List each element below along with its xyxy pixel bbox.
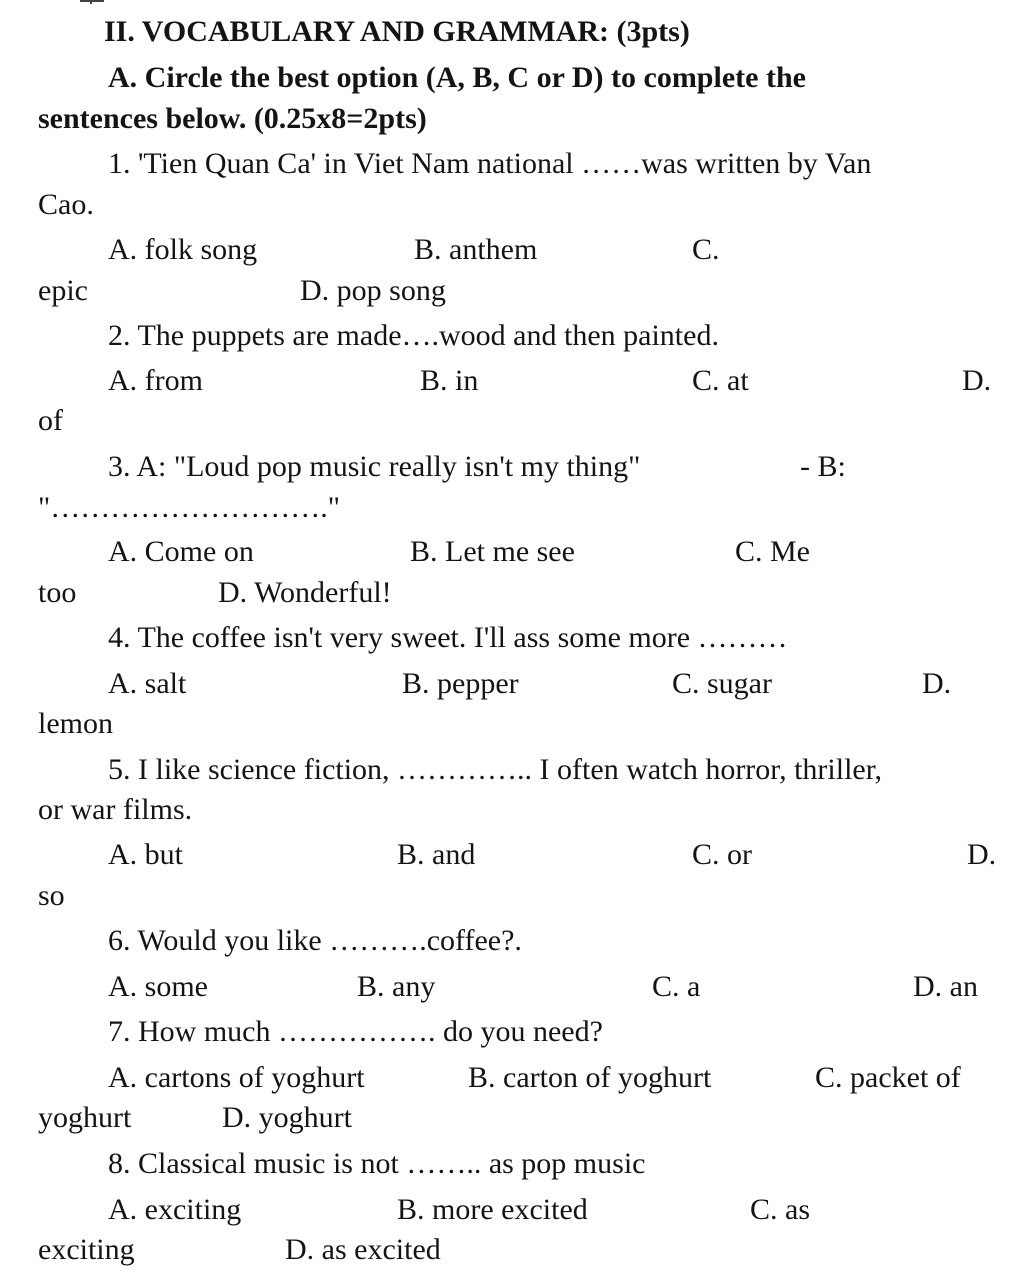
question-5-option-c: C. or (692, 838, 752, 871)
question-7-option-d: D. yoghurt (222, 1101, 352, 1134)
question-2-option-a: A. from (108, 364, 203, 397)
question-8-stem: 8. Classical music is not …….. as pop music (108, 1147, 646, 1180)
question-4-option-c: C. sugar (672, 667, 772, 700)
section-title: II. VOCABULARY AND GRAMMAR: (3pts) (104, 15, 690, 48)
question-3-option-b: B. Let me see (410, 535, 575, 568)
question-4-option-b: B. pepper (402, 667, 519, 700)
question-8-option-c: C. as (750, 1193, 810, 1226)
question-3-stem: 3. A: "Loud pop music really isn't my thing" (108, 450, 641, 483)
question-1-stem: 1. 'Tien Quan Ca' in Viet Nam national ……was written by Van (108, 147, 872, 180)
question-5-option-d: D. (967, 838, 997, 871)
question-8-option-b: B. more excited (397, 1193, 588, 1226)
question-5-stem-cont: or war films. (38, 793, 193, 826)
question-1-option-d: D. pop song (300, 274, 446, 307)
question-6-option-b: B. any (357, 970, 436, 1003)
question-2-option-d-cont: of (38, 404, 63, 437)
question-3-option-a: A. Come on (108, 535, 254, 568)
question-6-option-c: C. a (652, 970, 701, 1003)
question-8-option-a: A. exciting (108, 1193, 242, 1226)
question-1-option-c-cont: epic (38, 274, 88, 307)
question-1-option-b: B. anthem (414, 233, 538, 266)
question-1-option-a: A. folk song (108, 233, 258, 266)
question-5-option-d-cont: so (38, 879, 65, 912)
part-a-instruction-line2: sentences below. (0.25x8=2pts) (38, 102, 427, 135)
question-4-option-a: A. salt (108, 667, 187, 700)
question-4-option-d: D. (922, 667, 952, 700)
question-5-option-a: A. but (108, 838, 183, 871)
question-3-option-c: C. Me (735, 535, 810, 568)
question-7-option-a: A. cartons of yoghurt (108, 1061, 365, 1094)
question-7-option-c: C. packet of (815, 1061, 961, 1094)
question-3-stem-b: - B: (800, 450, 846, 483)
question-1-stem-cont: Cao. (38, 188, 94, 221)
question-6-option-d: D. an (913, 970, 978, 1003)
question-3-option-c-cont: too (38, 576, 77, 609)
question-8-option-c-cont: exciting (38, 1233, 135, 1266)
question-7-option-b: B. carton of yoghurt (468, 1061, 712, 1094)
question-6-stem: 6. Would you like ……….coffee?. (108, 924, 522, 957)
question-7-stem: 7. How much ……………. do you need? (108, 1015, 603, 1048)
question-1-option-c: C. (692, 233, 720, 266)
part-a-instruction-line1: A. Circle the best option (A, B, C or D) to complete the (108, 61, 806, 94)
question-8-option-d: D. as excited (285, 1233, 441, 1266)
question-3-blank: "………………………." (38, 491, 340, 524)
question-2-stem: 2. The puppets are made….wood and then painted. (108, 319, 719, 352)
question-7-option-c-cont: yoghurt (38, 1101, 132, 1134)
scan-mark (90, 0, 92, 4)
question-6-option-a: A. some (108, 970, 208, 1003)
question-4-stem: 4. The coffee isn't very sweet. I'll ass some more ……… (108, 621, 788, 654)
question-2-option-b: B. in (420, 364, 479, 397)
question-4-option-d-cont: lemon (38, 707, 113, 740)
question-5-stem: 5. I like science fiction, ………….. I often watch horror, thriller, (108, 753, 883, 786)
question-5-option-b: B. and (397, 838, 476, 871)
scan-mark (80, 0, 104, 2)
question-2-option-d: D. (962, 364, 992, 397)
question-2-option-c: C. at (692, 364, 749, 397)
question-3-option-d: D. Wonderful! (218, 576, 392, 609)
